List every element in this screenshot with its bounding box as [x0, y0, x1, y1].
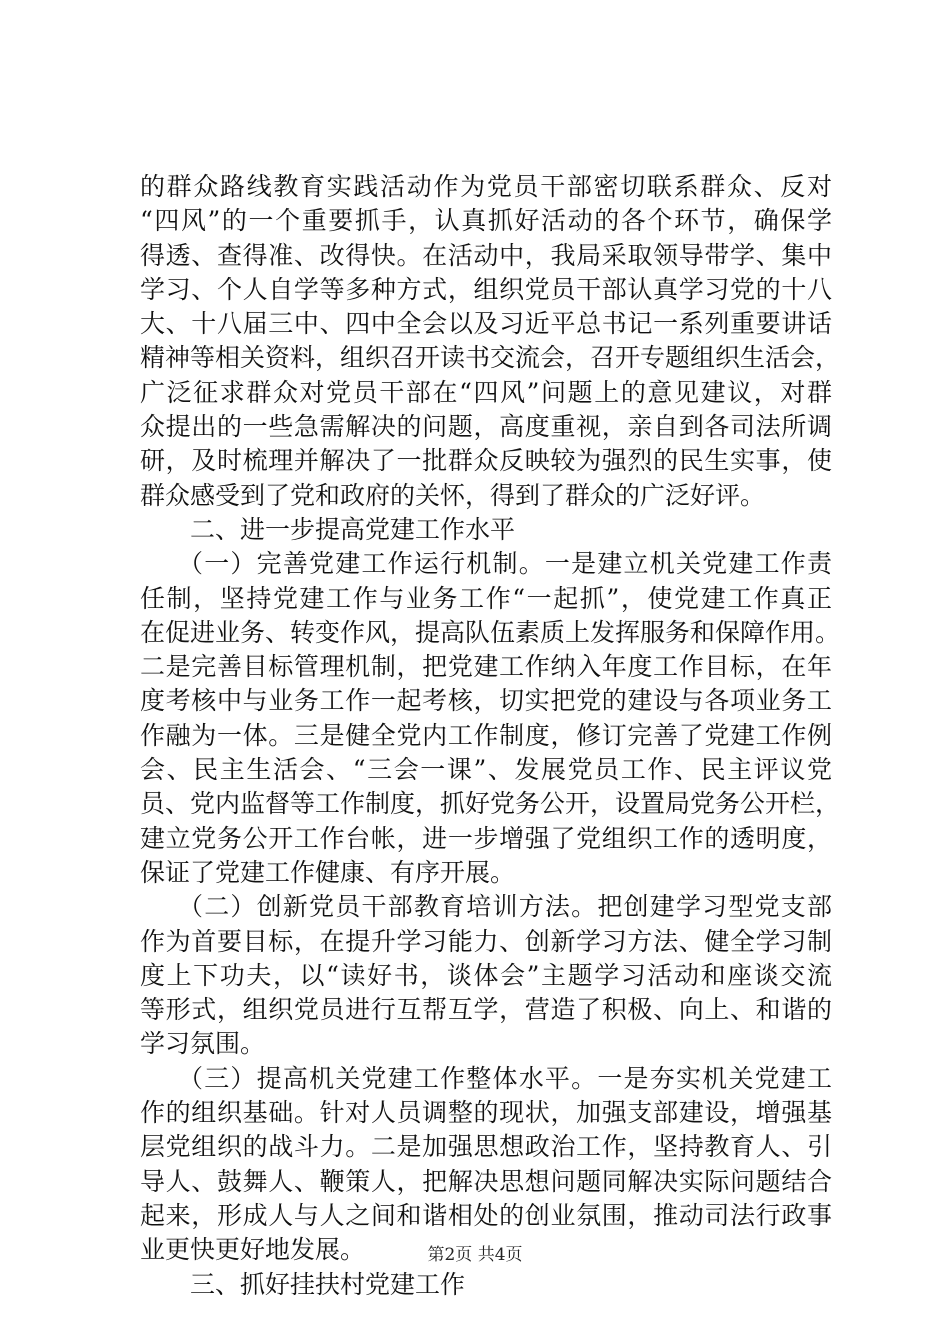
text-line: （三）提高机关党建工作整体水平。一是夯实机关党建工 — [178, 1063, 832, 1093]
text-line: 学习氛围。 — [140, 1029, 266, 1059]
text-line: 二、进一步提高党建工作水平 — [190, 514, 516, 544]
text-line: 大、十八届三中、四中全会以及习近平总书记一系列重要讲话 — [140, 309, 832, 339]
text-line: 研，及时梳理并解决了一批群众反映较为强烈的民生实事，使 — [140, 446, 832, 476]
text-line: 群众感受到了党和政府的关怀，得到了群众的广泛好评。 — [140, 480, 766, 510]
text-line: 任制，坚持党建工作与业务工作“一起抓”，使党建工作真正 — [140, 583, 832, 613]
text-line: 广泛征求群众对党员干部在“四风”问题上的意见建议，对群 — [140, 377, 832, 407]
text-line: 等形式，组织党员进行互帮互学，营造了积极、向上、和谐的 — [140, 995, 832, 1025]
text-line: 作的组织基础。针对人员调整的现状，加强支部建设，增强基 — [140, 1098, 832, 1128]
text-line: 员、党内监督等工作制度，抓好党务公开，设置局党务公开栏， — [140, 789, 841, 819]
text-line: 学习、个人自学等多种方式，组织党员干部认真学习党的十八 — [140, 274, 832, 304]
text-line: 作为首要目标，在提升学习能力、创新学习方法、健全学习制 — [140, 926, 832, 956]
text-line: 度考核中与业务工作一起考核，切实把党的建设与各项业务工 — [140, 686, 832, 716]
text-line: 的群众路线教育实践活动作为党员干部密切联系群众、反对 — [140, 172, 832, 201]
text-line: 建立党务公开工作台帐，进一步增强了党组织工作的透明度， — [140, 823, 832, 853]
text-line: 作融为一体。三是健全党内工作制度，修订完善了党建工作例 — [140, 720, 832, 750]
text-line: 在促进业务、转变作风，提高队伍素质上发挥服务和保障作用。 — [140, 617, 841, 647]
document-body — [140, 170, 841, 1302]
page-footer: 第2页 共4页 — [427, 1245, 523, 1265]
text-line: 三、抓好挂扶村党建工作 — [190, 1269, 466, 1299]
text-line: （一）完善党建工作运行机制。一是建立机关党建工作责 — [178, 549, 832, 579]
text-line: 导人、鼓舞人、鞭策人，把解决思想问题同解决实际问题结合 — [140, 1166, 832, 1196]
text-line: “四风”的一个重要抓手，认真抓好活动的各个环节，确保学 — [140, 206, 832, 236]
text-line: 度上下功夫，以“读好书，谈体会”主题学习活动和座谈交流 — [140, 960, 832, 990]
text-line: 二是完善目标管理机制，把党建工作纳入年度工作目标，在年 — [140, 652, 832, 682]
text-line: 会、民主生活会、“三会一课”、发展党员工作、民主评议党 — [140, 755, 832, 785]
text-line: （二）创新党员干部教育培训方法。把创建学习型党支部 — [178, 892, 832, 922]
text-line: 保证了党建工作健康、有序开展。 — [140, 857, 516, 887]
text-line: 业更快更好地发展。 — [140, 1235, 366, 1265]
text-line: 得透、查得准、改得快。在活动中，我局采取领导带学、集中 — [140, 240, 832, 270]
text-line: 众提出的一些急需解决的问题，高度重视，亲自到各司法所调 — [140, 412, 832, 442]
text-line: 精神等相关资料，组织召开读书交流会，召开专题组织生活会， — [140, 343, 841, 373]
text-line: 层党组织的战斗力。二是加强思想政治工作，坚持教育人、引 — [140, 1132, 832, 1162]
text-line: 起来，形成人与人之间和谐相处的创业氛围，推动司法行政事 — [140, 1200, 832, 1230]
